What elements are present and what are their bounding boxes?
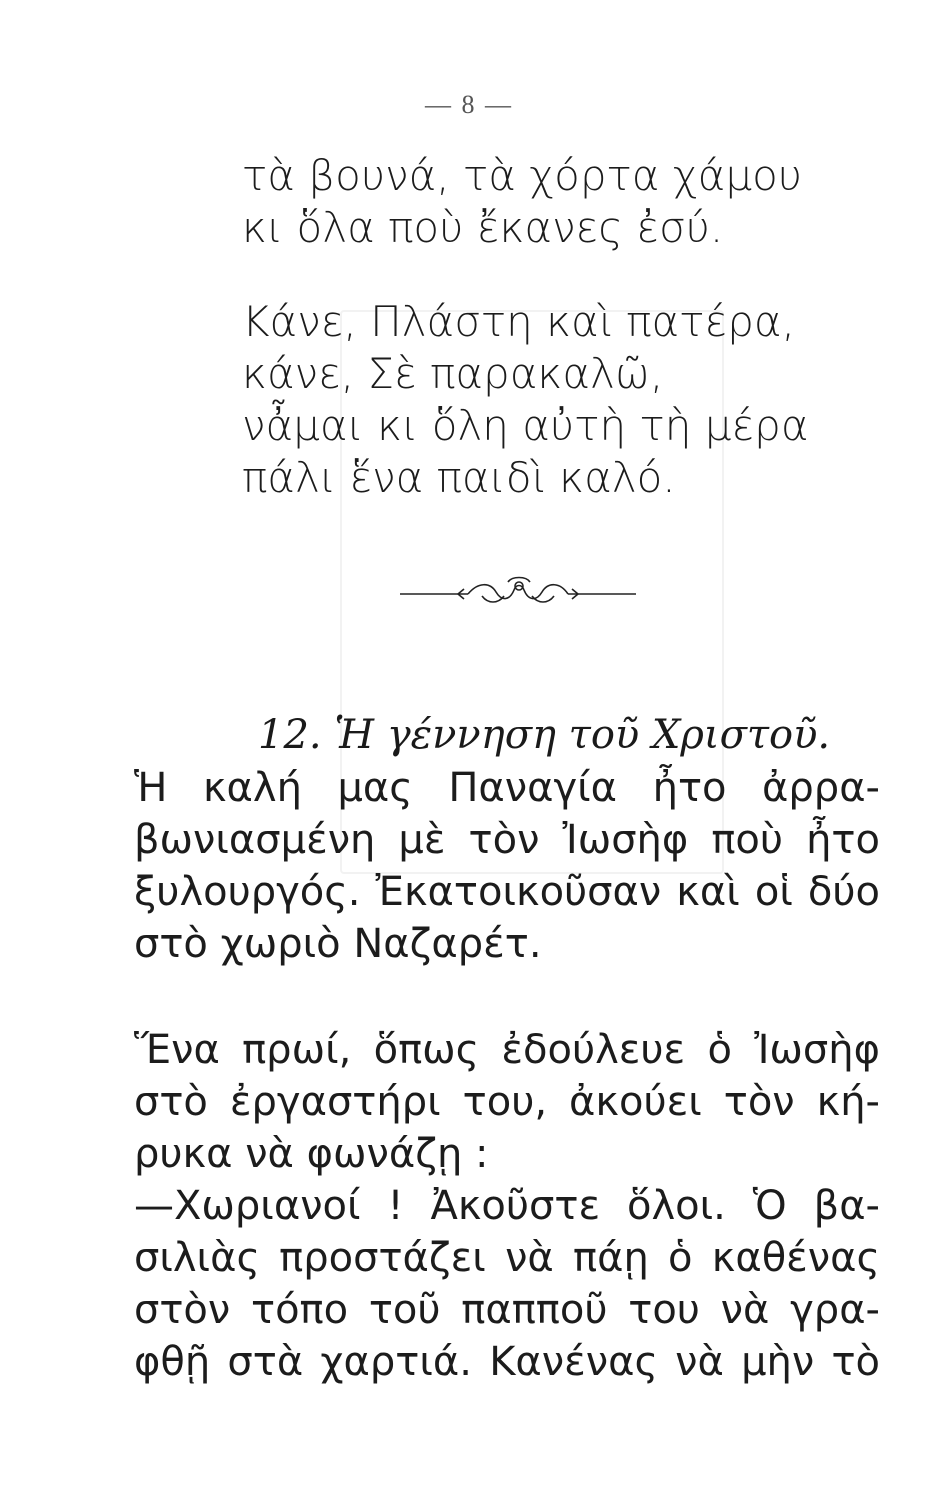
poem-line: πάλι ἕνα παιδὶ καλό. [242,453,676,502]
paragraph-line: Ἕνα πρωί, ὅπως ἐδούλευε ὁ Ἰωσὴφ [134,1027,880,1073]
paragraph-line: ξυλουργός. Ἐκατοικοῦσαν καὶ οἱ δύο [134,869,880,915]
poem-line: τὰ βουνά, τὰ χόρτα χάμου [242,151,803,200]
floral-divider-icon [398,572,638,612]
paragraph-line: στὸ ἐργαστήρι του, ἀκούει τὸν κή- [134,1079,880,1125]
paragraph-2 [134,1024,880,1180]
paragraph-line: Ἡ καλή μας Παναγία ἦτο ἀρρα- [134,765,880,811]
paragraph-line: στὸν τόπο τοῦ παπποῦ του νὰ γρα- [134,1287,880,1333]
paragraph-line: φθῇ στὰ χαρτιά. Κανένας νὰ μὴν τὸ [134,1339,880,1385]
poem-stanza-2 [242,296,809,504]
poem-line: νἆμαι κι ὅλη αὐτὴ τὴ μέρα [242,401,809,450]
poem-line: κάνε, Σὲ παρακαλῶ, [242,349,664,398]
poem-line: Κάνε, Πλάστη καὶ πατέρα, [242,297,795,346]
paragraph-3 [134,1180,880,1388]
paragraph-line: —Χωριανοί ! Ἀκοῦστε ὅλοι. Ὁ βα- [134,1183,880,1229]
poem-stanza-1 [242,150,802,254]
paragraph-line: ρυκα νὰ φωνάζῃ : [134,1131,489,1177]
page-number: — 8 — [425,90,513,119]
paragraph-line: σιλιὰς προστάζει νὰ πάῃ ὁ καθένας [134,1235,880,1281]
paragraph-1 [134,762,880,970]
paragraph-line: στὸ χωριὸ Ναζαρέτ. [134,921,542,967]
paragraph-line: βωνιασμένη μὲ τὸν Ἰωσὴφ ποὺ ἦτο [134,817,880,863]
section-heading: 12. Ἡ γέννηση τοῦ Χριστοῦ. [258,712,831,758]
poem-line: κι ὅλα ποὺ ἔκανες ἐσύ. [242,203,724,252]
